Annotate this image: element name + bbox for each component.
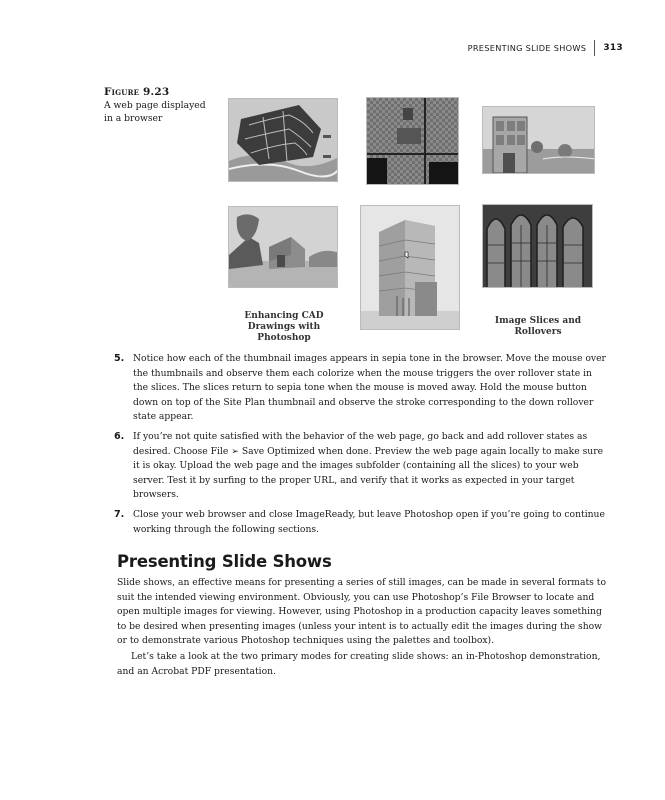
running-head-title: PRESENTING SLIDE SHOWS bbox=[468, 40, 596, 56]
figure-caption-text: A web page displayed in a browser bbox=[104, 100, 206, 124]
figure-caption bbox=[104, 86, 214, 125]
step-text: Notice how each of the thumbnail images appears in sepia tone in the browser. Move the mouse over the thumbnails and observe them each colorize when the mouse triggers the over rollover state in the slices. The slices return to sepia tone when the mouse is moved away. Hold the mouse button down on top of the Site Plan thumbnail and observe the stroke corresponding to the down rollover state appear. bbox=[133, 353, 606, 423]
thumbnail-floor-plan bbox=[366, 97, 459, 185]
section-heading: Presenting Slide Shows bbox=[117, 552, 332, 571]
step-number: 5. bbox=[114, 353, 125, 364]
thumbnail-tower-rendering bbox=[360, 205, 460, 330]
step-number: 7. bbox=[114, 509, 125, 520]
step-5 bbox=[114, 352, 607, 425]
step-number: 6. bbox=[114, 431, 125, 442]
body-paragraph: Let’s take a look at the two primary modes for creating slide shows: an in-Photoshop demonstration, and an Acrobat PDF presentation. bbox=[117, 651, 601, 677]
thumbnail-stained-glass bbox=[482, 204, 593, 288]
running-head bbox=[468, 38, 623, 58]
body-paragraph: Slide shows, an effective means for presenting a series of still images, can be made in several formats to suit the intended viewing environment. Obviously, you can use Photoshop’s File Browser to locate and open multiple images for viewing. However, using Photoshop in a production capacity leaves something to be desired when presenting images (unless your intent is to actually edit the images during the show or to demonstrate various Photoshop techniques using the palettes and toolbox). bbox=[117, 577, 607, 647]
figure-text-cad-drawings: Enhancing CAD Drawings with Photoshop bbox=[244, 311, 324, 343]
step-6 bbox=[114, 430, 607, 503]
step-7 bbox=[114, 508, 607, 537]
page-number: 313 bbox=[603, 43, 623, 53]
thumbnail-perspective bbox=[228, 206, 338, 288]
thumbnail-elevation bbox=[482, 106, 595, 174]
figure-label: Figure 9.23 bbox=[104, 86, 170, 98]
step-text: Close your web browser and close ImageReady, but leave Photoshop open if you’re going to continue working through the following sections. bbox=[133, 509, 605, 535]
thumbnail-site-plan bbox=[228, 98, 338, 182]
figure-text-image-slices: Image Slices and Rollovers bbox=[494, 316, 582, 337]
step-text: If you’re not quite satisfied with the behavior of the web page, go back and add rollover states as desired. Choose File ➢ Save Optimized when done. Preview the web page again locally to make sure it is okay. Upload the web page and the images subfolder (containing all the slices) to your web server. Test it by surfing to the proper URL, and verify that it works as expected in your target browsers. bbox=[133, 431, 604, 501]
